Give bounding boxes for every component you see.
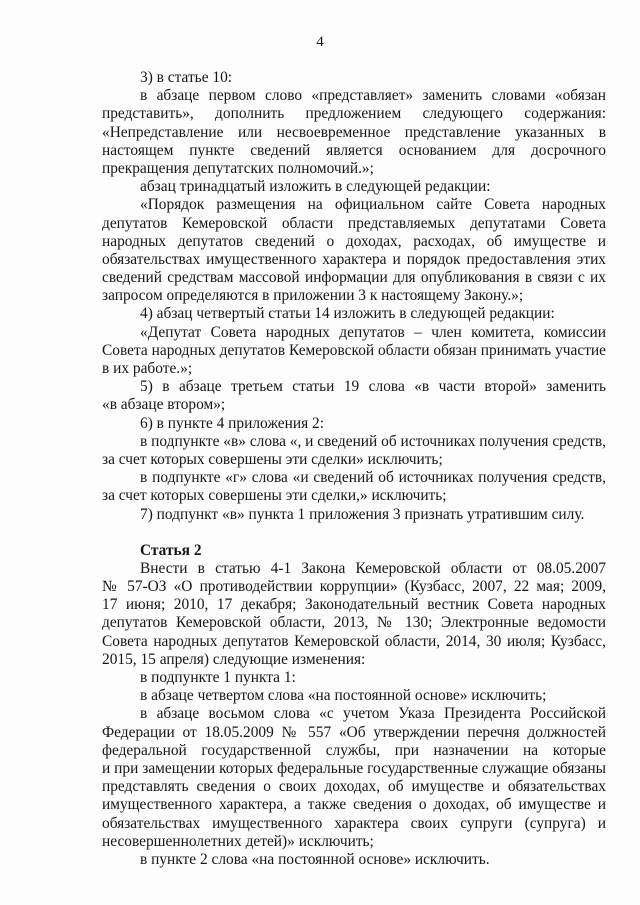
- text-line: федеральной государственной службы, при назначении на которые: [102, 741, 606, 759]
- text-line: представлять сведения о своих доходах, об имуществе и обязательствах: [102, 778, 606, 796]
- document-body: [102, 69, 606, 869]
- text-line: «Непредставление или несвоевременное представление указанных в: [102, 123, 606, 141]
- text-line: представить», дополнить предложением следующего содержания:: [102, 105, 606, 123]
- text-line: настоящем пункте сведений является основанием для досрочного: [102, 141, 606, 159]
- text-line: «Порядок размещения на официальном сайте Совета народных: [140, 196, 606, 214]
- text-line: за счет которых совершены эти сделки» исключить;: [102, 450, 443, 468]
- text-line: 6) в пункте 4 приложения 2:: [140, 414, 324, 432]
- text-line: в подпункте «в» слова «, и сведений об источниках получения средств,: [140, 432, 606, 450]
- text-line: несовершеннолетних детей)» исключить;: [102, 832, 374, 850]
- text-line: Совета народных депутатов Кемеровской области обязан принимать участие: [102, 341, 606, 359]
- text-line: 17 июня; 2010, 17 декабря; Законодательный вестник Совета народных: [102, 596, 606, 614]
- text-line: депутатов Кемеровской области, 2013, № 130; Электронные ведомости: [102, 614, 606, 632]
- text-line: Совета народных депутатов Кемеровской области, 2014, 30 июля; Кузбасс,: [102, 632, 606, 650]
- page-number: 4: [316, 34, 324, 50]
- text-line: в абзаце восьмом слова «с учетом Указа Президента Российской: [140, 705, 606, 723]
- text-line: 7) подпункт «в» пункта 1 приложения 3 признать утратившим силу.: [140, 505, 585, 523]
- text-line: прекращения депутатских полномочий.»;: [102, 159, 374, 177]
- text-line: и при замещении которых федеральные государственные служащие обязаны: [102, 759, 606, 777]
- text-line: абзац тринадцатый изложить в следующей редакции:: [140, 178, 491, 196]
- text-line: народных депутатов сведений о доходах, расходах, об имуществе и: [102, 232, 606, 250]
- article-heading: Статья 2: [140, 541, 202, 559]
- text-line: в подпункте 1 пункта 1:: [140, 669, 296, 686]
- text-line: № 57-ОЗ «О противодействии коррупции» (Кузбасс, 2007, 22 мая; 2009,: [102, 578, 606, 596]
- text-line: 3) в статье 10:: [140, 69, 233, 86]
- text-line: за счет которых совершены эти сделки,» исключить;: [102, 487, 447, 505]
- text-line: в абзаце четвертом слова «на постоянной основе» исключить;: [140, 687, 547, 705]
- text-line: сведений средствам массовой информации для опубликования в связи с их: [102, 269, 606, 287]
- text-line: «в абзаце втором»;: [102, 396, 226, 414]
- text-line: в абзаце первом слово «представляет» заменить словами «обязан: [140, 87, 606, 105]
- text-line: в их работе.»;: [102, 360, 193, 377]
- text-line: 5) в абзаце третьем статьи 19 слова «в части второй» заменить: [140, 378, 606, 396]
- text-line: обязательствах имущественного характера своих супруги (супруга) и: [102, 814, 606, 832]
- text-line: 4) абзац четвертый статьи 14 изложить в следующей редакции:: [140, 305, 555, 323]
- text-line: депутатов Кемеровской области представляемых депутатами Совета: [102, 214, 606, 232]
- text-line: в пункте 2 слова «на постоянной основе» исключить.: [140, 850, 490, 868]
- text-line: 2015, 15 апреля) следующие изменения:: [102, 650, 366, 668]
- text-line: в подпункте «г» слова «и сведений об источниках получения средств,: [140, 469, 606, 487]
- text-line: Внести в статью 4-1 Закона Кемеровской области от 08.05.2007: [140, 559, 606, 577]
- text-line: «Депутат Совета народных депутатов – член комитета, комиссии: [140, 323, 606, 341]
- text-line: обязательствах имущественного характера и порядок предоставления этих: [102, 250, 606, 268]
- paragraph-gap: [102, 524, 606, 542]
- text-line: имущественного характера, а также сведения о доходах, об имуществе и: [102, 796, 606, 814]
- text-line: Федерации от 18.05.2009 № 557 «Об утверждении перечня должностей: [102, 723, 606, 741]
- text-line: запросом определяются в приложении 3 к настоящему Закону.»;: [102, 287, 524, 305]
